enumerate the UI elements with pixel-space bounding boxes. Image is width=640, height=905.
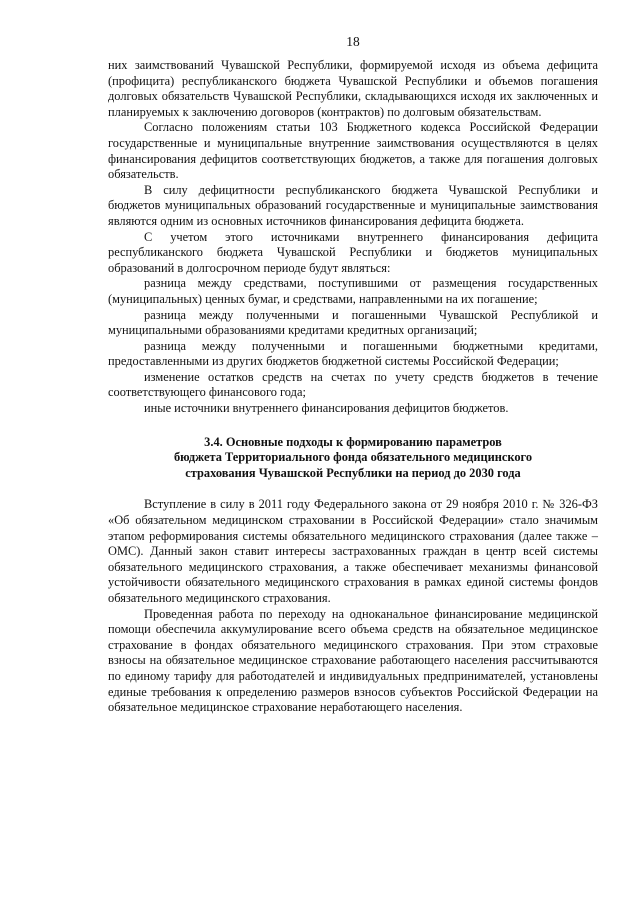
paragraph: Вступление в силу в 2011 году Федерального закона от 29 ноября 2010 г. № 326-ФЗ «Об обязательном медицинском страховании в Российской Федерации» стало значимым этапом реформирования системы обязательного медицинского страхования (далее также – ОМС). Данный закон ставит интересы застрахованных граждан в центр всей системы обязательного медицинского страхования, а также обеспечивает механизмы финансовой устойчивости обязательного медицинского страхования в рамках единой системы фондов обязательного медицинского страхования.: [108, 497, 598, 605]
section-heading: [108, 435, 598, 482]
list-paragraph: разница между полученными и погашенными Чувашской Республикой и муниципальными образованиями кредитами кредитных организаций;: [108, 307, 598, 338]
list-paragraph: разница между средствами, поступившими от размещения государственных (муниципальных) ценных бумаг, и средствами, направленными на их погашение;: [108, 276, 598, 306]
section-heading-line: страхования Чувашской Республики на период до 2030 года: [185, 465, 521, 480]
body-text-before: [108, 58, 598, 417]
section-heading-line: 3.4. Основные подходы к формированию параметров: [204, 434, 502, 449]
list-paragraph: иные источники внутреннего финансирования дефицитов бюджетов.: [144, 401, 509, 416]
section-heading-line: бюджета Территориального фонда обязательного медицинского: [173, 450, 533, 465]
body-text-after: [108, 497, 598, 715]
paragraph: С учетом этого источниками внутреннего финансирования дефицита республиканского бюджета Чувашской Республики и бюджетов муниципальных образований в долгосрочном периоде будут являться:: [108, 229, 598, 275]
page-number: 18: [346, 34, 360, 49]
list-paragraph: изменение остатков средств на счетах по учету средств бюджетов в течение соответствующего финансового года;: [108, 369, 598, 400]
paragraph: В силу дефицитности республиканского бюджета Чувашской Республики и бюджетов муниципальных образований государственные и муниципальные заимствования являются одним из основных источников финансирования дефицита бюджета.: [108, 182, 598, 228]
paragraph: Согласно положениям статьи 103 Бюджетного кодекса Российской Федерации государственные и муниципальные внутренние заимствования осуществляются в целях финансирования дефицитов соответствующих бюджетов, а также для погашения долговых обязательств.: [108, 120, 598, 182]
paragraph: них заимствований Чувашской Республики, формируемой исходя из объема дефицита (профицита) республиканского бюджета Чувашской Республики и объемов погашения долговых обязательств Чувашской Республики, складывающихся исходя их заключенных и планируемых к заключению договоров (контрактов) по долговым обязательствам.: [108, 58, 598, 119]
list-paragraph: разница между полученными и погашенными бюджетными кредитами, предоставленными из других бюджетов бюджетной системы Российской Федерации;: [108, 338, 598, 369]
paragraph: Проведенная работа по переходу на одноканальное финансирование медицинской помощи обеспечила аккумулирование всего объема средств на обязательное медицинское страхование в фондах обязательного медицинского страхования. При этом страховые взносы на обязательное медицинское страхование работающего населения рассчитываются по единому тарифу для работодателей и индивидуальных предпринимателей, установлены единые требования к определению размеров взносов субъектов Российской Федерации на обязательное медицинское страхование неработающего населения.: [108, 606, 598, 715]
